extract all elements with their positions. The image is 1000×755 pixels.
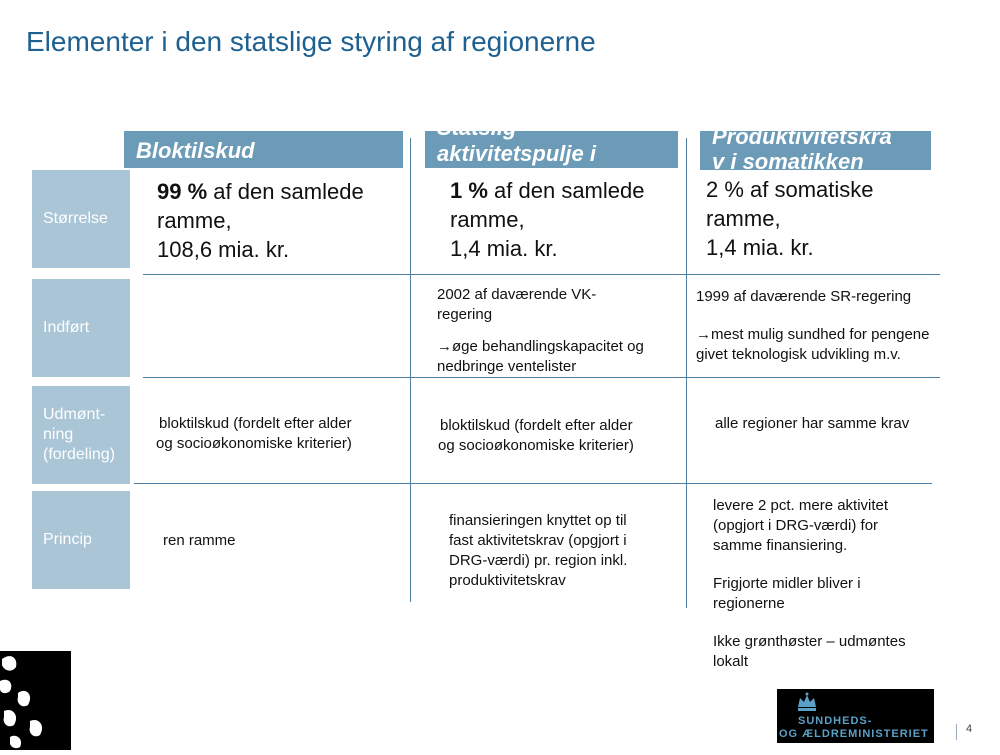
size-percent: 99 % [157,179,208,204]
cell-text: bloktilskud (fordelt efter alder [440,417,633,434]
crown-crest-icon [0,651,71,750]
column-header-label-line2: aktivitetspulje i [437,141,596,166]
cell-introduced-produktivitetskrav [696,287,929,365]
cell-principle-produktivitetskrav [713,496,906,672]
cell-text: samme finansiering. [713,537,848,554]
cell-text: Ikke grønthøster – udmøntes [713,633,906,650]
cell-size-aktivitetspulje [450,176,644,263]
row-divider [143,274,940,275]
page-number-separator [956,724,957,740]
size-text: ramme, [157,208,232,233]
cell-allocation-aktivitetspulje [440,416,634,456]
cell-text: regionerne [713,595,785,612]
cell-text: alle regioner har samme krav [715,415,910,432]
size-amount: 1,4 mia. kr. [450,236,558,261]
row-divider [143,377,940,378]
cell-principle-aktivitetspulje [449,511,627,591]
row-label-line: ning [43,426,74,443]
crown-crest-icon [0,651,71,750]
page-number: 4 [966,723,973,735]
column-header-label-line1: Statslig [437,115,517,140]
cell-allocation-produktivitetskrav [715,414,909,434]
cell-text: regering [437,306,493,323]
row-label-line: (fordeling) [43,446,116,463]
column-divider [410,138,411,602]
row-label-principle [32,491,130,589]
row-label-text: Indført [43,319,90,336]
size-text: 2 % af somatiske [706,177,874,202]
row-label-text: Princip [43,531,92,548]
cell-size-bloktilskud [157,177,364,264]
cell-introduced-aktivitetspulje [437,285,644,377]
column-header-bloktilskud [124,131,403,168]
cell-text: levere 2 pct. mere aktivitet [713,497,889,514]
size-percent: 1 % [450,178,488,203]
cell-text: Frigjorte midler bliver i [713,575,861,592]
cell-text: nedbringe ventelister [437,358,577,375]
column-header-label-line2: v i somatikken [712,149,864,174]
cell-text: finansieringen knyttet op til [449,512,627,529]
column-divider [686,138,687,608]
size-text: ramme, [706,206,781,231]
ministry-name-line2: OG ÆLDREMINISTERIET [779,728,929,740]
row-divider [134,483,932,484]
cell-principle-bloktilskud [163,531,236,551]
cell-text: og socioøkonomiske kriterier) [438,437,634,454]
cell-text: givet teknologisk udvikling m.v. [696,346,901,363]
size-text: ramme, [450,207,525,232]
slide-title: Elementer i den statslige styring af regionerne [26,26,596,57]
ministry-logo [777,689,934,743]
cell-size-produktivitetskrav [706,175,874,262]
cell-text: ren ramme [163,532,236,549]
cell-text: lokalt [713,653,749,670]
crown-icon [796,691,818,713]
size-text: af den samlede [207,179,364,204]
cell-allocation-bloktilskud [156,414,352,454]
row-label-text: Størrelse [43,210,108,227]
size-amount: 108,6 mia. kr. [157,237,290,262]
cell-text: →mest mulig sundhed for pengene [696,326,930,343]
row-label-text [43,405,115,465]
cell-text: og socioøkonomiske kriterier) [156,435,352,452]
ministry-name-line1: SUNDHEDS- [798,715,873,727]
column-header-label: Bloktilskud [136,138,255,163]
cell-text: DRG-værdi) pr. region inkl. [449,552,628,569]
cell-text: produktivitetskrav [449,572,566,589]
column-header-aktivitetspulje [425,115,678,168]
cell-text: fast aktivitetskrav (opgjort i [449,532,627,549]
row-label-size [32,170,130,268]
cell-text: bloktilskud (fordelt efter alder [159,415,352,432]
size-amount: 1,4 mia. kr. [706,235,814,260]
cell-text: (opgjort i DRG-værdi) for [713,517,879,534]
row-label-allocation [32,386,130,484]
row-label-introduced [32,279,130,377]
column-header-produktivitetskrav [700,124,931,174]
cell-text: →øge behandlingskapacitet og [437,338,644,355]
column-header-label-line1: Produktivitetskra [712,124,892,149]
cell-text: 2002 af daværende VK- [437,286,597,303]
size-text: af den samlede [487,178,645,203]
cell-text: 1999 af daværende SR-regering [696,288,912,305]
row-label-line: Udmønt- [43,406,106,423]
